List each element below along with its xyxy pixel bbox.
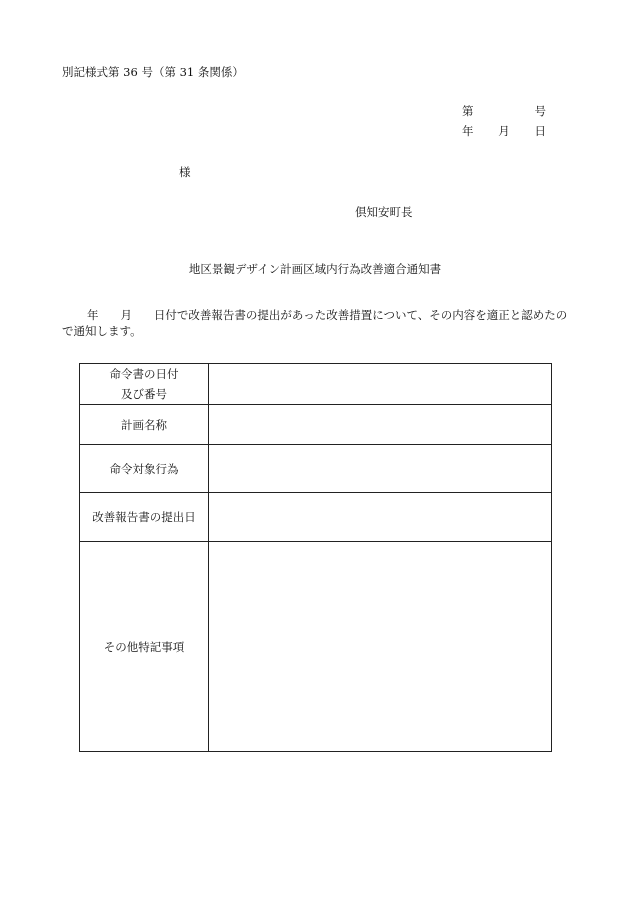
row-label-other-notes: その他特記事項: [80, 542, 209, 752]
body-year: 年: [87, 308, 99, 322]
details-table: [79, 363, 552, 752]
value-other-notes[interactable]: [209, 542, 552, 752]
table-row: [80, 493, 552, 542]
document-title: 地区景観デザイン計画区域内行為改善適合通知書: [188, 262, 442, 276]
form-number-label: 別記様式第 36 号（第 31 条関係）: [62, 65, 244, 79]
value-report-date[interactable]: [209, 493, 552, 542]
row-label-order-date: [80, 364, 209, 405]
body-month: 月: [120, 308, 132, 322]
value-target-act[interactable]: [209, 445, 552, 493]
number-suffix: 号: [534, 104, 546, 118]
table-row: [80, 405, 552, 445]
number-prefix: 第: [462, 104, 474, 118]
date-day: 日: [534, 124, 546, 138]
body-text: 日付で改善報告書の提出があった改善措置について、その内容を適正と認めたので通知します。: [62, 308, 568, 338]
label-line-1: 命令書の日付: [109, 367, 179, 381]
date-month: 月: [498, 124, 510, 138]
table-row: [80, 542, 552, 752]
row-label-plan-name: 計画名称: [80, 405, 209, 445]
document-number: [462, 106, 546, 118]
label-line-2: 及び番号: [121, 387, 167, 401]
issuer-name: 倶知安町長: [355, 205, 413, 219]
recipient-honorific: 様: [179, 165, 191, 179]
value-plan-name[interactable]: [209, 405, 552, 445]
issue-date: [462, 126, 546, 138]
table-row: [80, 364, 552, 405]
value-order-date[interactable]: [209, 364, 552, 405]
body-paragraph: [62, 307, 572, 339]
date-year: 年: [462, 124, 474, 138]
row-label-target-act: 命令対象行為: [80, 445, 209, 493]
row-label-report-date: 改善報告書の提出日: [80, 493, 209, 542]
table-row: [80, 445, 552, 493]
